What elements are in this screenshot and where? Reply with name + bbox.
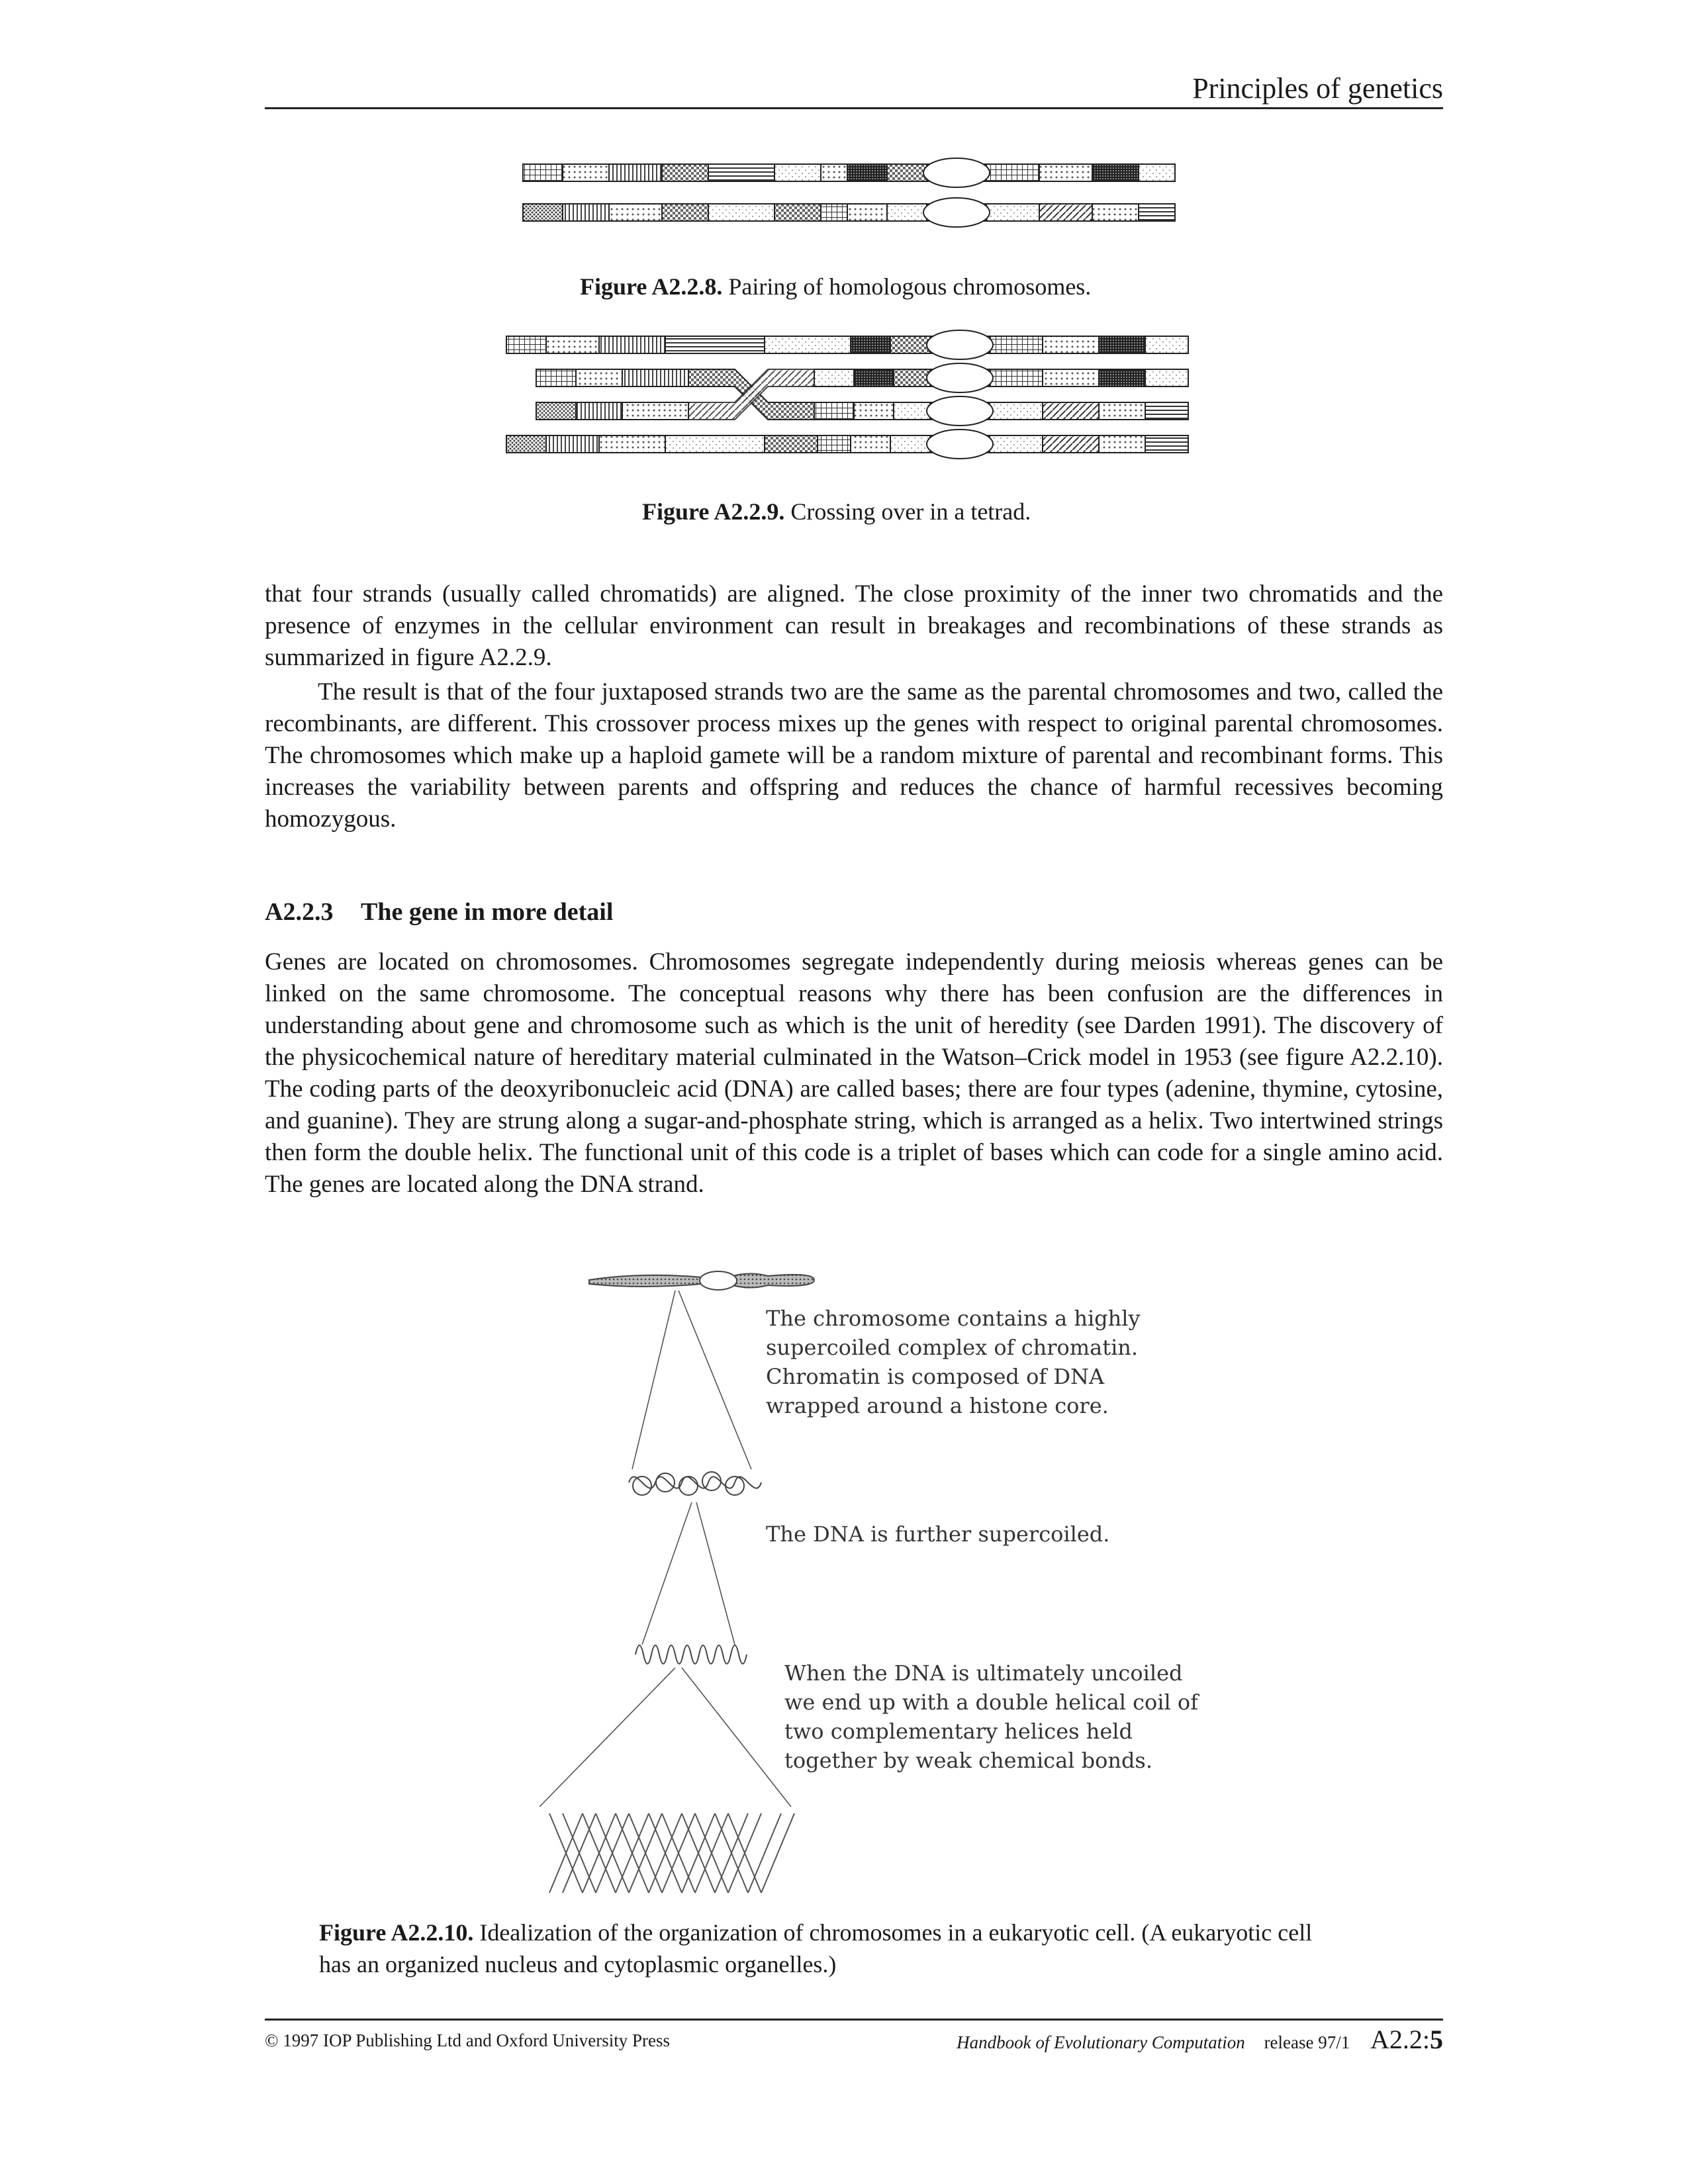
chromatin-coil — [629, 1472, 761, 1495]
page-id: A2.2:5 — [1370, 2025, 1443, 2054]
release-label: release 97/1 — [1264, 2032, 1350, 2052]
section-number: A2.2.3 — [265, 898, 334, 926]
page-number: 5 — [1430, 2025, 1443, 2054]
figure-10-note-2: The DNA is further supercoiled. — [766, 1522, 1110, 1547]
figure-10-note-1: The chromosome contains a highly supercoiled complex of chromatin. Chromatin is composed of DNA wrapped around a histone core. — [766, 1306, 1141, 1418]
homologous-chromosome-1 — [523, 158, 1175, 187]
supercoiled-dna — [635, 1645, 747, 1664]
figure-9-caption — [642, 498, 1031, 525]
paragraph-2: The result is that of the four juxtaposed strands two are the same as the parental chromosomes and two, called the recombinants, are different. This crossover process mixes up the genes with respect to original parental chromosomes. The chromosomes which make up a haploid gamete will be a random mixture of parental and recombinant forms. This increases the variability between parents and offspring and reduces the chance of harmful recessives becoming homozygous. — [265, 678, 1443, 833]
figure-10-caption-line-2: has an organized nucleus and cytoplasmic organelles.) — [319, 1951, 837, 1978]
paragraph-3: Genes are located on chromosomes. Chromosomes segregate independently during meiosis whereas genes can be linked on the same chromosome. The conceptual reasons why there has been confusion are the differences in understanding about gene and chromosome such as which is the unit of heredity (see Darden 1991). The discovery of the physicochemical nature of hereditary material culminated in the Watson–Crick model in 1953 (see figure A2.2.10). The coding parts of the deoxyribonucleic acid (DNA) are called bases; there are four types (adenine, thymine, cytosine, and guanine). They are strung along a sugar-and-phosphate string, which is arranged as a helix. Two intertwined strings then form the double helix. The functional unit of this code is a triplet of bases which can code for a single amino acid. The genes are located along the DNA strand. — [265, 948, 1443, 1198]
section-title: The gene in more detail — [361, 898, 614, 926]
figure-8-caption — [580, 273, 1091, 300]
homologous-chromosome-2 — [523, 198, 1175, 227]
figure-10-label: Figure A2.2.10. — [319, 1919, 474, 1946]
paragraph-1: that four strands (usually called chromatids) are aligned. The close proximity of the inner two chromatids and the presence of enzymes in the cellular environment can result in breakages and recombinations of these strands as summarized in figure A2.2.9. — [265, 580, 1443, 671]
figure-8-graphic — [0, 0, 1688, 529]
double-helix — [549, 1813, 794, 1893]
section-heading — [265, 897, 613, 927]
tetrad-chromatid-4 — [506, 430, 1188, 459]
figure-9-caption-text: Crossing over in a tetrad. — [790, 498, 1031, 525]
figure-10-caption-line-1: Idealization of the organization of chromosomes in a eukaryotic cell. (A eukaryotic cell — [479, 1919, 1313, 1946]
book-title: Handbook of Evolutionary Computation — [957, 2032, 1245, 2052]
figure-8-label: Figure A2.2.8. — [580, 273, 723, 300]
figure-10-caption — [319, 1917, 1312, 1980]
copyright-notice: © 1997 IOP Publishing Ltd and Oxford University Press — [265, 2030, 670, 2050]
figure-10-note-3: When the DNA is ultimately uncoiled we end up with a double helical coil of two complementary helices held together by weak chemical bonds. — [784, 1661, 1199, 1773]
figure-8-caption-text: Pairing of homologous chromosomes. — [728, 273, 1092, 300]
figure-9-label: Figure A2.2.9. — [642, 498, 785, 525]
tetrad-chromatid-1 — [506, 330, 1188, 359]
footer-rule — [265, 2019, 1443, 2021]
footer-right — [957, 2024, 1443, 2055]
running-title: Principles of genetics — [1192, 72, 1443, 105]
chromosome-shape — [589, 1271, 814, 1290]
